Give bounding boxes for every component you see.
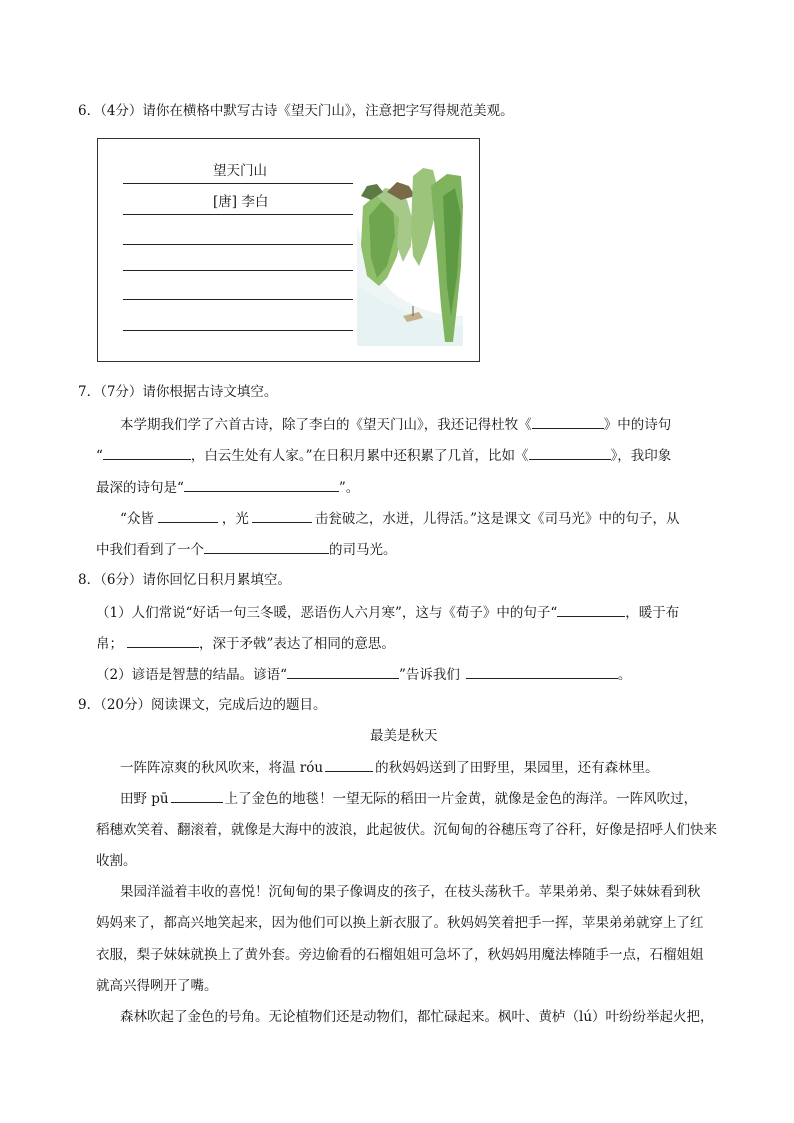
- passage-p3-line3: 衣服，梨子妹妹就换上了黄外套。旁边偷看的石榴姐姐可急坏了，秋妈妈用魔法棒随手一点，石榴姐姐: [96, 947, 704, 963]
- q7-line-5: [96, 539, 397, 560]
- q8-s3-text-b: ”告诉我们: [399, 667, 460, 683]
- q7-l4-text-b: ，光: [221, 511, 249, 527]
- passage-p3-line4: 就高兴得咧开了嘴。: [96, 978, 218, 994]
- q7-l5-text-a: 中我们看到了一个: [96, 542, 204, 558]
- q7-blank-zhong-jie[interactable]: [158, 508, 218, 523]
- poem-author: [唐] 李白: [213, 194, 269, 210]
- q8-s1-text-b: ，暖于布: [625, 605, 680, 621]
- q7-header: 7．（7分）请你根据古诗文填空。: [78, 384, 278, 400]
- q7-blank-favorite-line[interactable]: [184, 477, 339, 492]
- passage-title: 最美是秋天: [370, 728, 438, 744]
- writing-line-1[interactable]: [123, 183, 353, 184]
- q7-l5-text-b: 的司马光。: [329, 542, 397, 558]
- q6-prompt: 6．（4分）请你在横格中默写古诗《望天门山》，注意把字写得规范美观。: [78, 103, 514, 119]
- q7-blank-poem-line[interactable]: [103, 445, 191, 460]
- passage-p4-line1: 森林吹起了金色的号角。无论植物们还是动物们，都忙碌起来。枫叶、黄栌（lú）叶纷纷举起火把，: [120, 1009, 714, 1025]
- q7-line-1: [120, 414, 671, 435]
- q7-l2-text-c: 》，我印象: [610, 448, 672, 464]
- passage-p2-b: 上了金色的地毯！一望无际的稻田一片金黄，就像是金色的海洋。一阵风吹过，: [224, 791, 698, 807]
- writing-line-4[interactable]: [123, 270, 353, 271]
- passage-p1-a: 一阵阵凉爽的秋风吹来，将温 róu: [120, 760, 324, 776]
- passage-p3-line2: 妈妈来了，都高兴地笑起来，因为他们可以换上新衣服了。秋妈妈笑着把手一挥，苹果弟弟就穿上了红: [96, 915, 704, 931]
- passage-p2-line1: [120, 788, 697, 809]
- q8-blank-proverb[interactable]: [287, 664, 399, 679]
- q7-blank-poem-title[interactable]: [529, 445, 611, 460]
- q7-l3-text-a: 最深的诗句是“: [96, 480, 184, 496]
- q8-s1-text-a: （1）人们常说“好话一句三冬暖，恶语伤人六月寒”，这与《荀子》中的句子“: [96, 605, 558, 621]
- q7-line-2: [96, 445, 671, 466]
- q7-l2-text-b: ，白云生处有人家。”在日积月累中还积累了几首，比如《: [190, 448, 529, 464]
- q7-blank-guang[interactable]: [252, 508, 312, 523]
- passage-blank-rou[interactable]: [325, 757, 373, 772]
- q7-l4-text-c: 击瓮破之，水迸，儿得活。”这是课文《司马光》中的句子，从: [314, 511, 680, 527]
- q8-sentence-2: [96, 633, 395, 654]
- q8-sentence-3: [96, 664, 631, 685]
- q7-l2-text-a: “: [96, 448, 103, 464]
- q9-header: 9．（20分）阅读课文，完成后边的题目。: [78, 697, 327, 713]
- q7-line-3: [96, 477, 359, 498]
- writing-line-6[interactable]: [123, 330, 353, 331]
- q7-l4-text-a: “众皆: [120, 511, 154, 527]
- passage-p1-b: 的秋妈妈送到了田野里，果园里，还有森林里。: [375, 760, 659, 776]
- q8-s2-text-a: 帛；: [96, 636, 123, 652]
- q8-sentence-1: [96, 602, 679, 623]
- writing-line-5[interactable]: [123, 299, 353, 300]
- q7-blank-sima-guang[interactable]: [204, 539, 329, 554]
- q7-line-4: [120, 508, 680, 529]
- q8-s3-text-a: （2）谚语是智慧的结晶。谚语“: [96, 667, 287, 683]
- passage-p2-line3: 收割。: [96, 853, 137, 869]
- passage-p3-line1: 果园洋溢着丰收的喜悦！沉甸甸的果子像调皮的孩子，在枝头荡秋千。苹果弟弟、梨子妹妹看到秋: [120, 884, 701, 900]
- passage-blank-pu[interactable]: [171, 788, 223, 803]
- q8-blank-xunzi-1[interactable]: [557, 602, 625, 617]
- q8-blank-proverb-meaning[interactable]: [466, 664, 618, 679]
- q7-l1-text-a: 本学期我们学了六首古诗，除了李白的《望天门山》，我还记得杜牧《: [120, 417, 532, 433]
- passage-p2-a: 田野 pū: [120, 791, 169, 807]
- writing-line-3[interactable]: [123, 244, 353, 245]
- q8-s3-text-c: 。: [617, 667, 632, 683]
- q7-l1-text-b: 》中的诗句: [603, 417, 672, 433]
- q8-s2-text-b: ，深于矛戟”表达了相同的意思。: [199, 636, 395, 652]
- landscape-painting-illustration: [357, 166, 463, 346]
- q7-blank-du-mu-poem[interactable]: [532, 414, 604, 429]
- q7-l3-text-b: ”。: [338, 480, 360, 496]
- q8-blank-xunzi-2[interactable]: [127, 633, 199, 648]
- passage-p1: [120, 757, 659, 778]
- writing-line-2[interactable]: [123, 214, 353, 215]
- passage-p2-line2: 稻穗欢笑着、翻滚着，就像是大海中的波浪，此起彼伏。沉甸甸的谷穗压弯了谷秆，好像是招呼人们快来: [96, 822, 717, 838]
- q8-header: 8．（6分）请你回忆日积月累填空。: [78, 572, 291, 588]
- poem-title: 望天门山: [213, 163, 267, 179]
